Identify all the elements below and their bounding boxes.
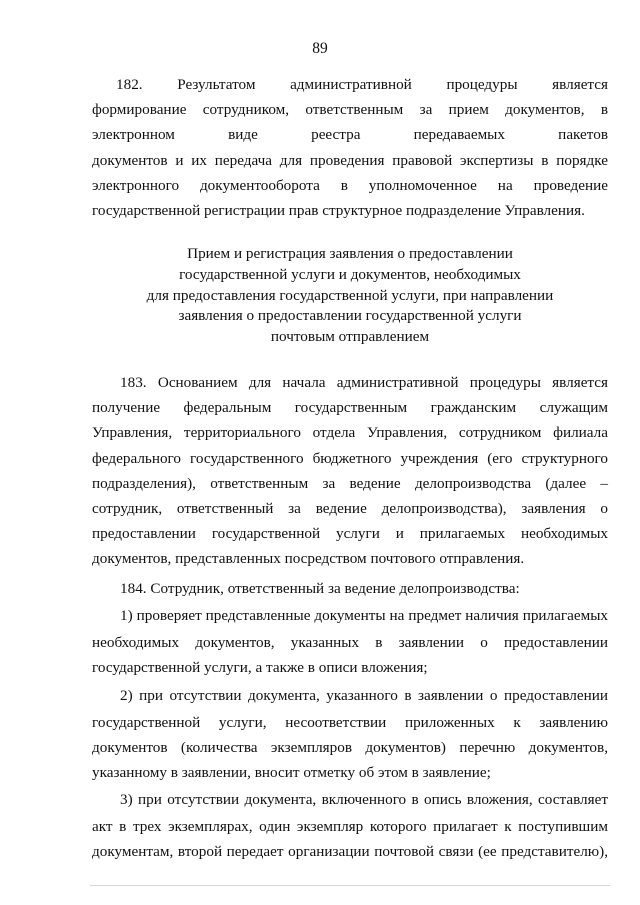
- list-item-3: 3) при отсутствии документа, включенного в опись вложения, составляет: [120, 791, 608, 809]
- paragraph-line: акт в трех экземплярах, один экземпляр которого прилагает к поступившим: [92, 818, 608, 836]
- paragraph-184: [92, 576, 608, 865]
- heading-line: почтовым отправлением: [270, 328, 430, 346]
- paragraph-line: документов (количества экземпляров документов) перечню документов,: [92, 738, 608, 756]
- heading-line: государственной услуги и документов, необходимых: [179, 265, 521, 283]
- list-item-1: 1) проверяет представленные документы на предмет наличия прилагаемых: [120, 607, 608, 625]
- page-number: 89: [312, 40, 328, 57]
- heading-line: для предоставления государственной услуги, при направлении: [146, 286, 554, 304]
- paragraph-183: [92, 370, 608, 572]
- paragraph-line: 184. Сотрудник, ответственный за ведение делопроизводства:: [120, 580, 520, 597]
- paragraph-line: сотрудник, ответственный за ведение делопроизводства), заявления о: [92, 499, 608, 517]
- page-bottom-edge: [90, 885, 610, 886]
- paragraph-line: предоставлении государственной услуги и прилагаемых необходимых: [92, 525, 608, 543]
- paragraph-line: государственной услуги, а также в описи вложения;: [92, 659, 428, 677]
- heading-line: Прием и регистрация заявления о предоставлении: [187, 245, 513, 262]
- paragraph-line: федерального государственного бюджетного учреждения (его структурного: [92, 449, 608, 467]
- paragraph-line: документам, второй передает организации почтовой связи (ее представителю),: [92, 843, 608, 861]
- paragraph-line: документов и их передача для проведения правовой экспертизы в порядке: [92, 151, 608, 169]
- paragraph-line: получение федеральным государственным гражданским служащим: [92, 399, 608, 417]
- paragraph-line: Управления, территориального отдела Управления, сотрудником филиала: [92, 424, 608, 442]
- paragraph-182: [92, 72, 608, 223]
- paragraph-line: государственной услуги, несоответствии приложенных к заявлению: [92, 713, 608, 731]
- list-item-2: 2) при отсутствии документа, указанного в заявлении о предоставлении: [120, 686, 608, 704]
- paragraph-line: подразделения), ответственным за ведение делопроизводства (далее –: [92, 474, 608, 492]
- paragraph-line: государственной регистрации прав структурное подразделение Управления.: [92, 201, 585, 219]
- paragraph-line: 183. Основанием для начала административной процедуры является: [120, 374, 608, 391]
- paragraph-line: документов, представленных посредством почтового отправления.: [92, 550, 525, 568]
- paragraph-line: электронном виде реестра передаваемых пакетов: [92, 126, 608, 144]
- heading-line: заявления о предоставлении государственной услуги: [178, 307, 522, 325]
- paragraph-line: необходимых документов, указанных в заявлении о предоставлении: [92, 634, 608, 652]
- paragraph-line: формирование сотрудником, ответственным за прием документов, в: [92, 101, 608, 119]
- paragraph-line: электронного документооборота в уполномоченное на проведение: [92, 176, 608, 194]
- paragraph-line: 182. Результатом административной процедуры является: [116, 76, 608, 93]
- section-heading: [92, 244, 608, 348]
- paragraph-line: указанному в заявлении, вносит отметку об этом в заявление;: [92, 763, 491, 781]
